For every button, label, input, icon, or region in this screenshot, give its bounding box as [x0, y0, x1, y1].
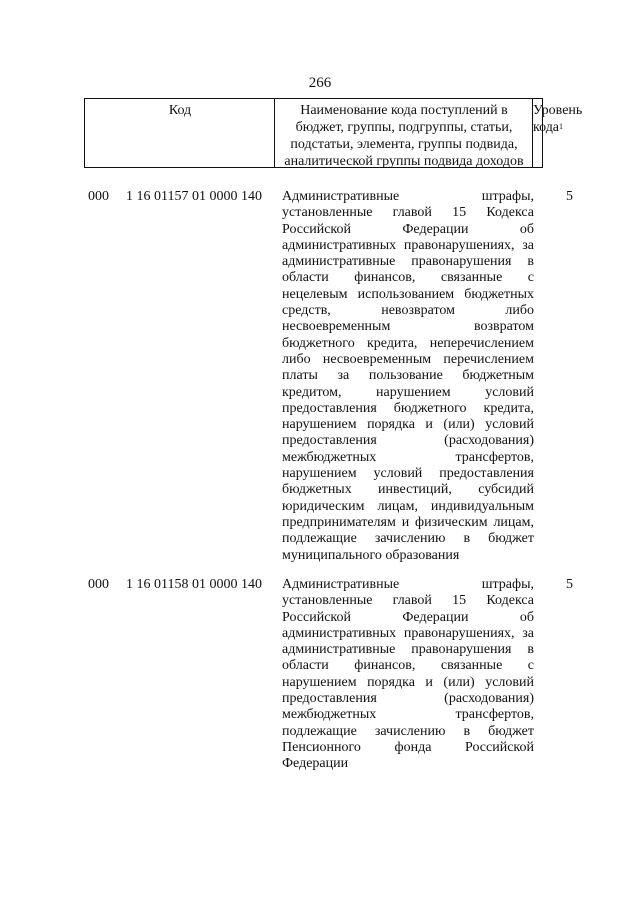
description-line: административные правонарушения в: [282, 254, 534, 270]
header-level-line2: кода: [533, 120, 560, 135]
page-number: 266: [308, 75, 332, 91]
description-line: административных правонарушениях, за: [282, 625, 534, 641]
description-line: Федерации: [282, 756, 349, 772]
row-description: [282, 189, 534, 564]
description-line: административных правонарушениях, за: [282, 237, 534, 253]
description-line: подлежащие зачислению в бюджет: [282, 531, 534, 547]
description-line: нецелевым использованием бюджетных: [282, 286, 534, 302]
description-line: предпринимателям и физическим лицам,: [282, 514, 534, 530]
header-name-line: подстатьи, элемента, группы подвида,: [290, 137, 518, 152]
description-line: платы за пользование бюджетным: [282, 368, 534, 384]
header-name-cell: [275, 99, 533, 167]
description-line: межбюджетных трансфертов,: [282, 449, 534, 465]
description-line: средств, невозвратом либо: [282, 303, 534, 319]
description-line: юридическим лицам, индивидуальным: [282, 498, 534, 514]
description-line: нарушением порядка и (или) условий: [282, 417, 534, 433]
header-level-footnote: 1: [559, 122, 564, 131]
table-header: [84, 98, 583, 169]
description-line: Российской Федерации об: [282, 609, 534, 625]
description-line: подлежащие зачислению в бюджет: [282, 723, 534, 739]
description-line: несвоевременным возвратом: [282, 319, 534, 335]
row-level: 5: [566, 189, 573, 204]
header-name-label: [275, 102, 533, 170]
description-line: нарушением порядка и (или) условий: [282, 674, 534, 690]
header-code-cell: [85, 99, 275, 167]
description-line: либо несвоевременным перечислением: [282, 351, 534, 367]
description-line: бюджетных инвестиций, субсидий: [282, 482, 534, 498]
header-name-line: аналитической группы подвида доходов: [284, 154, 524, 169]
description-line: установленные главой 15 Кодекса: [282, 205, 534, 221]
description-line: кредитом, нарушением условий: [282, 384, 534, 400]
description-line: установленные главой 15 Кодекса: [282, 593, 534, 609]
row-level: 5: [566, 577, 573, 592]
header-level-cell: [533, 99, 583, 167]
description-line: муниципального образования: [282, 547, 460, 563]
description-line: предоставления (расходования): [282, 691, 534, 707]
header-level-line1: Уровень: [533, 103, 583, 118]
description-line: предоставления (расходования): [282, 433, 534, 449]
header-name-line: Наименование кода поступлений в: [300, 103, 508, 118]
row-prefix: 000: [88, 577, 109, 592]
header-level-label: [533, 102, 583, 136]
row-code: 1 16 01157 01 0000 140: [126, 189, 262, 204]
description-line: Пенсионного фонда Российской: [282, 739, 534, 755]
header-code-label: Код: [168, 103, 192, 118]
description-line: административные правонарушения в: [282, 642, 534, 658]
description-line: Административные штрафы,: [282, 577, 534, 592]
description-line: Административные штрафы,: [282, 189, 534, 204]
description-line: предоставления бюджетного кредита,: [282, 400, 534, 416]
row-description: [282, 577, 534, 773]
description-line: бюджетного кредита, неперечислением: [282, 335, 534, 351]
description-line: межбюджетных трансфертов,: [282, 707, 534, 723]
row-code: 1 16 01158 01 0000 140: [126, 577, 262, 592]
header-name-line: бюджет, группы, подгруппы, статьи,: [295, 120, 513, 135]
row-prefix: 000: [88, 189, 109, 204]
description-line: области финансов, связанные с: [282, 270, 534, 286]
description-line: нарушением условий предоставления: [282, 466, 534, 482]
description-line: области финансов, связанные с: [282, 658, 534, 674]
description-line: Российской Федерации об: [282, 221, 534, 237]
